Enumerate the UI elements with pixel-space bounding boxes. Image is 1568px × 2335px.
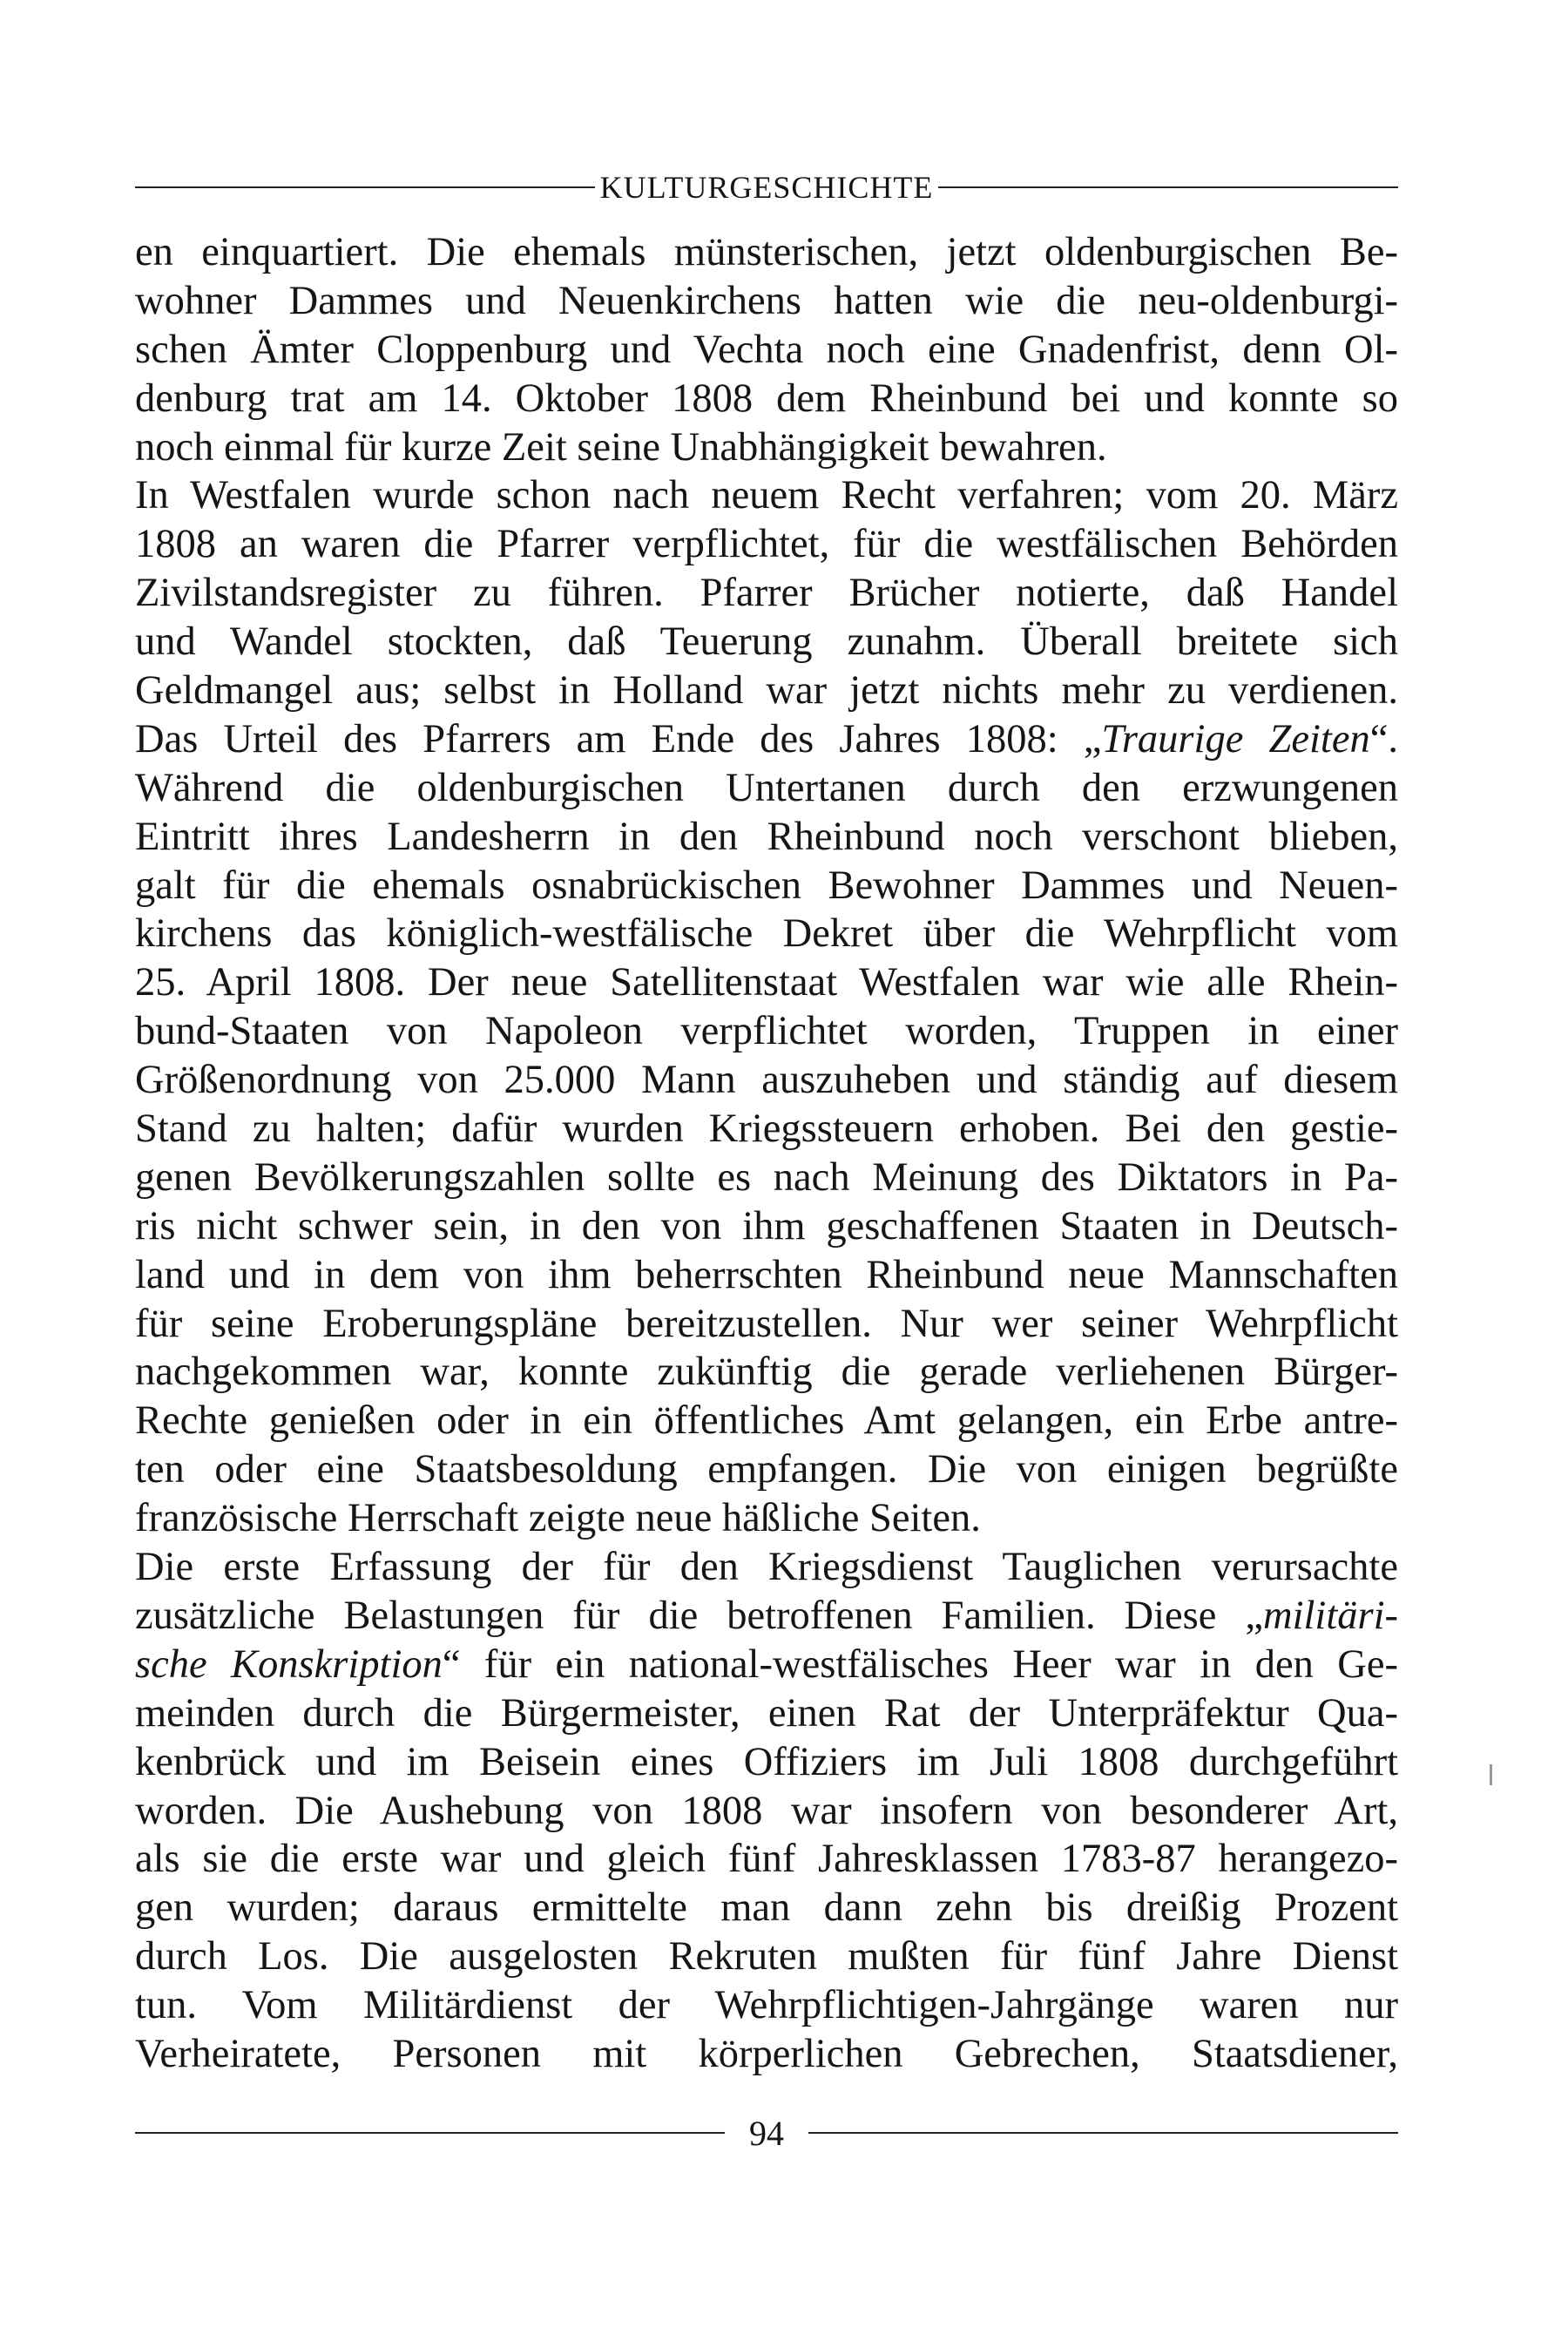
page-number: 94 <box>749 2113 784 2153</box>
text-line: Rechte genießen oder in ein öffentliches Amt gelangen, ein Erbe antre- <box>135 1398 1398 1444</box>
text-line: kirchens das königlich-westfälische Dekret über die Wehrpflicht vom <box>135 911 1398 957</box>
text-line: Während die oldenburgischen Untertanen durch den erzwungenen <box>135 765 1398 810</box>
running-header <box>135 166 1398 209</box>
text-line: französische Herrschaft zeigte neue häßliche Seiten. <box>135 1496 981 1541</box>
text-line: schen Ämter Cloppenburg und Vechta noch eine Gnadenfrist, denn Ol- <box>135 327 1398 372</box>
header-rule-left <box>135 186 595 188</box>
text-line: ten oder eine Staatsbesoldung empfangen. Die von einigen begrüßte <box>135 1447 1398 1492</box>
footer-rule-left <box>135 2132 725 2134</box>
text-line: Geldmangel aus; selbst in Holland war jetzt nichts mehr zu verdienen. <box>135 668 1398 714</box>
text-line: Das Urteil des Pfarrers am Ende des Jahres 1808: „Traurige Zeiten“. <box>135 716 1398 761</box>
text-line: Größenordnung von 25.000 Mann auszuheben und ständig auf diesem <box>135 1058 1398 1103</box>
italic-quote: militäri- <box>1262 1593 1398 1638</box>
text-line: Stand zu halten; dafür wurden Kriegssteuern erhoben. Bei den gestie- <box>135 1107 1398 1152</box>
text-line: Eintritt ihres Landesherrn in den Rheinbund noch verschont blieben, <box>135 814 1398 859</box>
text-line: genen Bevölkerungszahlen sollte es nach Meinung des Diktators in Pa- <box>135 1154 1398 1200</box>
text-line: 25. April 1808. Der neue Satellitenstaat Westfalen war wie alle Rhein- <box>135 960 1398 1005</box>
italic-quote: Traurige Zeiten <box>1101 716 1370 761</box>
text-line: Verheiratete, Personen mit körperlichen Gebrechen, Staatsdiener, <box>135 2031 1398 2076</box>
text-line: und Wandel stockten, daß Teuerung zunahm. Überall breitete sich <box>135 619 1398 665</box>
text-line: als sie die erste war und gleich fünf Jahresklassen 1783-87 herangezo- <box>135 1837 1398 1882</box>
text-line: galt für die ehemals osnabrückischen Bewohner Dammes und Neuen- <box>135 863 1398 908</box>
text-line: tun. Vom Militärdienst der Wehrpflichtigen-Jahrgänge waren nur <box>135 1983 1398 2028</box>
text-line: noch einmal für kurze Zeit seine Unabhängigkeit bewahren. <box>135 424 1107 470</box>
text-line: Die erste Erfassung der für den Kriegsdienst Tauglichen verursachte <box>135 1545 1398 1590</box>
text-line: en einquartiert. Die ehemals münsterischen, jetzt oldenburgischen Be- <box>135 230 1398 274</box>
header-rule-right <box>938 186 1398 188</box>
text-line: wohner Dammes und Neuenkirchens hatten wie die neu-oldenburgi- <box>135 278 1398 323</box>
text-line: gen wurden; daraus ermittelte man dann zehn bis dreißig Prozent <box>135 1885 1398 1931</box>
text-line: kenbrück und im Beisein eines Offiziers im Juli 1808 durchgeführt <box>135 1739 1398 1784</box>
text-line: In Westfalen wurde schon nach neuem Recht verfahren; vom 20. März <box>135 473 1398 518</box>
footer-rule-right <box>808 2132 1398 2134</box>
page-footer <box>135 2107 1398 2159</box>
text-line: land und in dem von ihm beherrschten Rheinbund neue Mannschaften <box>135 1252 1398 1297</box>
margin-mark <box>1490 1764 1492 1785</box>
text-line: ris nicht schwer sein, in den von ihm geschaffenen Staaten in Deutsch- <box>135 1203 1398 1249</box>
italic-quote: sche Konskription <box>135 1641 443 1687</box>
text-line: bund-Staaten von Napoleon verpflichtet worden, Truppen in einer <box>135 1009 1398 1054</box>
text-line: sche Konskription“ für ein national-westfälisches Heer war in den Ge- <box>135 1641 1398 1687</box>
text-line: denburg trat am 14. Oktober 1808 dem Rheinbund bei und konnte so <box>135 376 1398 421</box>
text-line: Zivilstandsregister zu führen. Pfarrer Brücher notierte, daß Handel <box>135 571 1398 616</box>
text-line: durch Los. Die ausgelosten Rekruten mußten für fünf Jahre Dienst <box>135 1934 1398 1980</box>
text-line: 1808 an waren die Pfarrer verpflichtet, für die westfälischen Behörden <box>135 522 1398 567</box>
text-line: worden. Die Aushebung von 1808 war insofern von besonderer Art, <box>135 1788 1398 1833</box>
body-text <box>135 228 1398 2079</box>
text-line: für seine Eroberungspläne bereitzustellen. Nur wer seiner Wehrpflicht <box>135 1301 1398 1346</box>
text-line: nachgekommen war, konnte zukünftig die gerade verliehenen Bürger- <box>135 1350 1398 1395</box>
text-line: meinden durch die Bürgermeister, einen Rat der Unterpräfektur Qua- <box>135 1690 1398 1736</box>
running-title: KULTURGESCHICHTE <box>599 170 934 205</box>
text-line: zusätzliche Belastungen für die betroffenen Familien. Diese „militäri- <box>135 1593 1398 1638</box>
